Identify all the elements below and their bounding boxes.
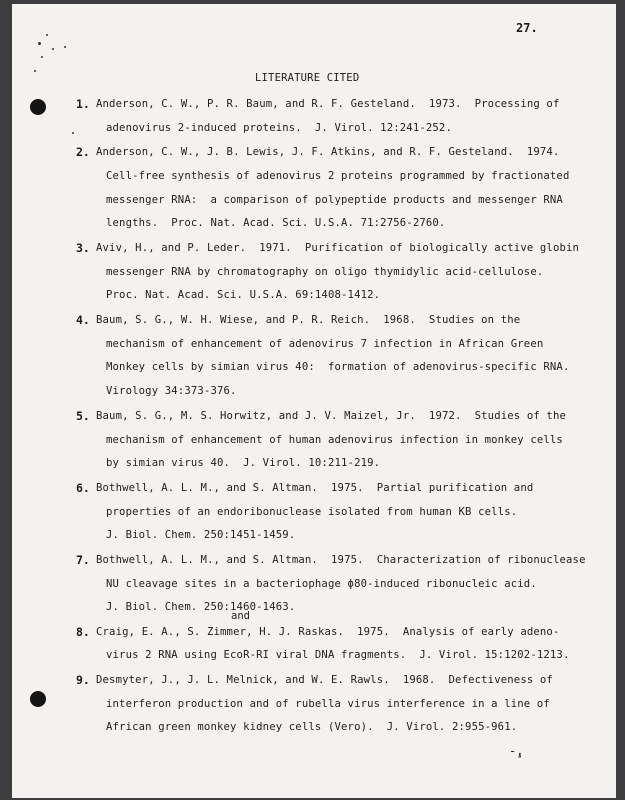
reference-number: 1. — [76, 97, 90, 111]
reference-line: Desmyter, J., J. L. Melnick, and W. E. Rawls. 1968. Defectiveness of — [96, 674, 553, 686]
reference-line: adenovirus 2-induced proteins. J. Virol. 12:241-252. — [106, 122, 452, 134]
reference-line: messenger RNA by chromatography on oligo thymidylic acid-cellulose. — [106, 266, 544, 278]
reference-number: 5. — [76, 409, 90, 423]
reference-line: virus 2 RNA using EcoR-RI viral DNA fragments. J. Virol. 15:1202-1213. — [106, 649, 570, 661]
reference-line: Baum, S. G., W. H. Wiese, and P. R. Reich. 1968. Studies on the — [96, 314, 521, 326]
reference-number: 4. — [76, 313, 90, 327]
page-number: 27. — [516, 21, 538, 35]
punch-hole-top — [30, 99, 46, 115]
reference-line: interferon production and of rubella virus interference in a line of — [106, 698, 550, 710]
reference-line: Virology 34:373-376. — [106, 385, 237, 397]
reference-line: Bothwell, A. L. M., and S. Altman. 1975. Partial purification and — [96, 482, 534, 494]
reference-line: NU cleavage sites in a bacteriophage ϕ80-induced ribonucleic acid. — [106, 578, 537, 590]
reference-line: mechanism of enhancement of adenovirus 7 infection in African Green — [106, 338, 544, 350]
handwritten-insert: and — [231, 610, 250, 622]
reference-line: Aviv, H., and P. Leder. 1971. Purification of biologically active globin — [96, 242, 580, 254]
reference-number: 6. — [76, 481, 90, 495]
reference-line: Bothwell, A. L. M., and S. Altman. 1975. Characterization of ribonuclease — [96, 554, 586, 566]
reference-number: 2. — [76, 145, 90, 159]
punch-hole-bottom — [30, 691, 46, 707]
reference-line: African green monkey kidney cells (Vero). J. Virol. 2:955-961. — [106, 721, 518, 733]
reference-line: Proc. Nat. Acad. Sci. U.S.A. 69:1408-1412. — [106, 289, 381, 301]
reference-line: lengths. Proc. Nat. Acad. Sci. U.S.A. 71:2756-2760. — [106, 217, 446, 229]
reference-line: by simian virus 40. J. Virol. 10:211-219. — [106, 457, 381, 469]
reference-line: mechanism of enhancement of human adenovirus infection in monkey cells — [106, 434, 563, 446]
reference-line: Craig, E. A., S. Zimmer, H. J. Raskas. 1975. Analysis of early adeno- — [96, 626, 560, 638]
reference-number: 9. — [76, 673, 90, 687]
reference-line: Monkey cells by simian virus 40: formation of adenovirus-specific RNA. — [106, 361, 570, 373]
reference-line: messenger RNA: a comparison of polypeptide products and messenger RNA — [106, 194, 563, 206]
corner-mark: -̧, — [509, 744, 524, 758]
reference-line: J. Biol. Chem. 250:1460-1463. — [106, 601, 296, 613]
reference-number: 3. — [76, 241, 90, 255]
reference-line: Anderson, C. W., J. B. Lewis, J. F. Atkins, and R. F. Gesteland. 1974. — [96, 146, 560, 158]
document-page — [12, 4, 616, 798]
reference-number: 7. — [76, 553, 90, 567]
section-heading: LITERATURE CITED — [255, 72, 360, 84]
reference-line: Anderson, C. W., P. R. Baum, and R. F. Gesteland. 1973. Processing of — [96, 98, 560, 110]
reference-line: Cell-free synthesis of adenovirus 2 proteins programmed by fractionated — [106, 170, 570, 182]
reference-line: Baum, S. G., M. S. Horwitz, and J. V. Maizel, Jr. 1972. Studies of the — [96, 410, 567, 422]
reference-line: J. Biol. Chem. 250:1451-1459. — [106, 529, 296, 541]
reference-line: properties of an endoribonuclease isolated from human KB cells. — [106, 506, 518, 518]
reference-number: 8. — [76, 625, 90, 639]
